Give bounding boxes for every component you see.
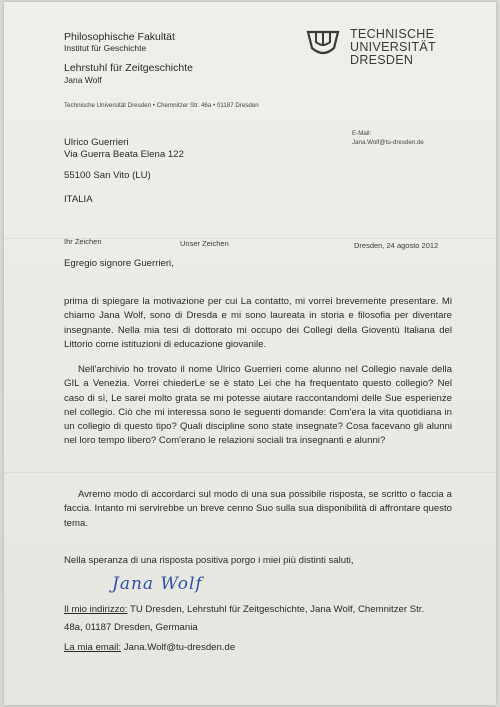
salutation: Egregio signore Guerrieri, xyxy=(64,258,174,269)
faculty-name: Philosophische Fakultät xyxy=(64,31,175,43)
institute-name: Institut für Geschichte xyxy=(64,43,147,53)
paragraph-introduction: prima di spiegare la motivazione per cui La contatto, mi vorrei brevemente presentare. Mi chiamo Jana Wolf, sono di Dresda e mi sono laureata in storia e filosofia per diventare insegnante. Nella mia tesi di dottorato mi occupo dei Collegi della Gioventù Italiana del Littorio come istituzioni di educazione giovanile. xyxy=(64,296,452,350)
my-email-label: La mia email: xyxy=(64,642,122,653)
my-address-line2: 48a, 01187 Dresden, Germania xyxy=(64,622,198,633)
my-email-line xyxy=(64,642,235,654)
return-address: Technische Universität Dresden • Chemnitzer Str. 46a • 01187 Dresden xyxy=(64,102,259,109)
my-address-label: Il mio indirizzo: xyxy=(64,604,128,615)
paragraph-request: Nell'archivio ho trovato il nome Ulrico Guerrieri come alunno nel Collegio navale della GIL a Venezia. Vorrei chiederLe se è stato Lei che ha frequentato questo collegio? Nel caso di sì, Le sarei molto grata se mi potesse aiutare raccontandomi delle Sue esperienze nel collegio. Ciò che mi interessa sono le seguenti domande: Com'era la vita quotidiana in un collegio di questo tipo? Quali discipline sono state insegnate? Cosa facevano gli alunni nel loro tempo libero? Com'erano le relazioni sociali tra insegnanti e alunni? xyxy=(64,364,452,447)
sender-name: Jana Wolf xyxy=(64,75,102,85)
my-address-text1: TU Dresden, Lehrstuhl für Zeitgeschichte, Jana Wolf, Chemnitzer Str. xyxy=(129,604,425,615)
university-name-line1: TECHNISCHE xyxy=(350,27,435,41)
university-name-line2: UNIVERSITÄT xyxy=(350,40,436,54)
ihr-zeichen-label: Ihr Zeichen xyxy=(64,237,102,246)
email-label: E-Mail: xyxy=(352,130,372,137)
paper-fold xyxy=(4,472,496,473)
my-email-value: Jana.Wolf@tu-dresden.de xyxy=(123,642,236,653)
email-value: Jana.Wolf@tu-dresden.de xyxy=(352,139,424,146)
my-address-line1 xyxy=(64,604,424,616)
letter-page xyxy=(4,2,496,705)
handwritten-signature: Jana Wolf xyxy=(112,574,203,594)
recipient-country: ITALIA xyxy=(64,194,93,205)
unser-zeichen-label: Unser Zeichen xyxy=(180,239,229,248)
chair-name: Lehrstuhl für Zeitgeschichte xyxy=(64,62,193,74)
university-name-line3: DRESDEN xyxy=(350,53,414,67)
closing-line: Nella speranza di una risposta positiva porgo i miei più distinti saluti, xyxy=(64,555,354,566)
recipient-city: 55100 San Vito (LU) xyxy=(64,170,151,181)
paragraph-reply: Avremo modo di accordarci sul modo di una sua possibile risposta, se scritto o faccia a faccia. Intanto mi servirebbe un breve cenno Suo sulla sua disponibilità di affrontare questo tema. xyxy=(64,489,452,529)
letter-date: Dresden, 24 agosto 2012 xyxy=(354,241,439,250)
university-logo-icon xyxy=(304,28,342,60)
recipient-street: Via Guerra Beata Elena 122 xyxy=(64,149,184,160)
recipient-name: Ulrico Guerrieri xyxy=(64,137,129,148)
